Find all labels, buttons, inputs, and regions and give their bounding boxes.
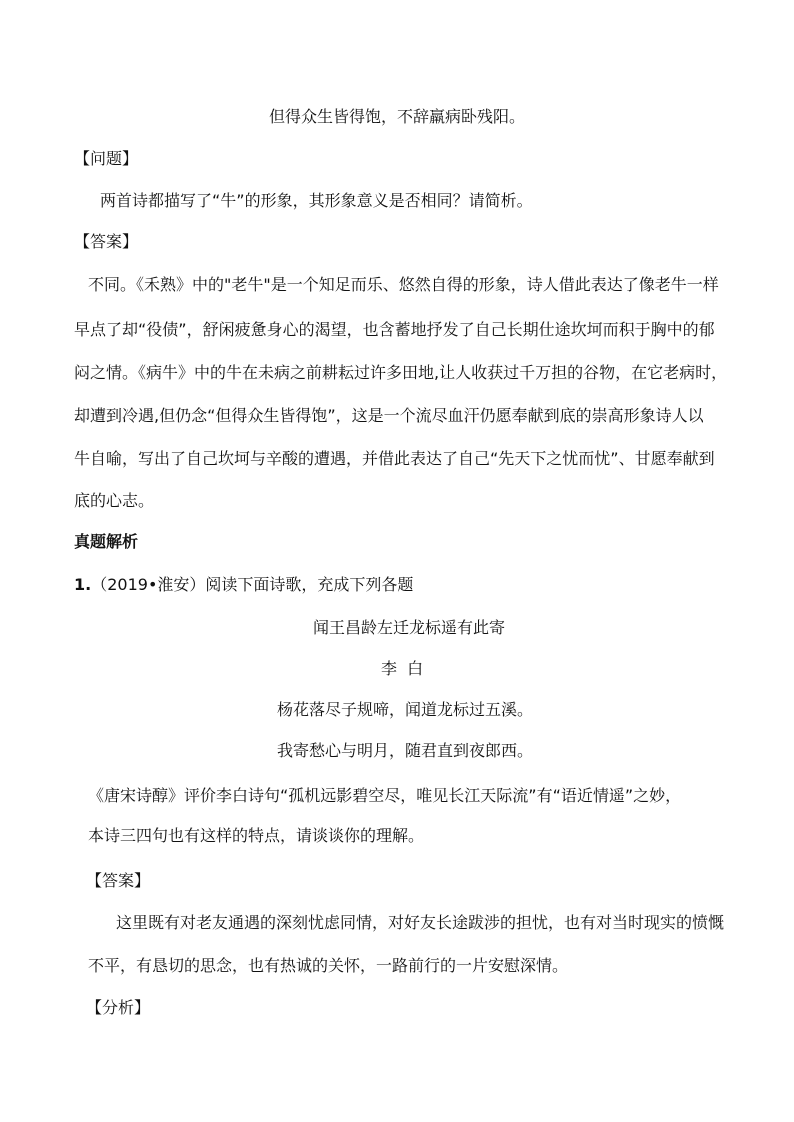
question-label: 【问题】	[74, 149, 139, 168]
question-line: 本诗三四句也有这样的特点，请谈谈你的理解。	[88, 826, 425, 845]
poem-line: 杨花落尽子规啼，闻道龙标过五溪。	[277, 700, 534, 719]
answer-label: 【答案】	[74, 232, 139, 251]
answer-label: 【答案】	[86, 871, 151, 890]
poem-tail-line: 但得众生皆得饱，不辞羸病卧残阳。	[268, 107, 525, 126]
answer-line: 不平，有恳切的思念，也有热诚的关怀，一路前行的一片安慰深情。	[88, 956, 569, 975]
question-text: 两首诗都描写了“牛”的形象，其形象意义是否相同？请简析。	[100, 191, 533, 210]
answer-line: 早点了却“役债”，舒闲疲惫身心的渴望，也含蓄地抒发了自己长期仕途坎坷而积于胸中的郁	[74, 320, 715, 339]
poem-line: 我寄愁心与明月，随君直到夜郎西。	[277, 741, 534, 760]
item-number: 1.	[74, 575, 92, 594]
answer-line: 却遭到冷遇,但仍念“但得众生皆得饱”，这是一个流尽血汗仍愿奉献到底的崇高形象诗人以	[74, 406, 704, 425]
question-line: 《唐宋诗醇》评价李白诗句“孤机远影碧空尽，唯见长江天际流”有“语近情遥”之妙，	[88, 786, 682, 805]
section-title: 真题解析	[74, 532, 139, 551]
analysis-label: 【分析】	[86, 998, 151, 1017]
item-header	[74, 575, 413, 595]
answer-line: 闷之情。《病牛》中的牛在未病之前耕耘过许多田地,让人收获过千万担的谷物，在它老病时，	[74, 363, 728, 382]
answer-line: 不同。《禾熟》中的"老牛"是一个知足而乐、悠然自得的形象，诗人借此表达了像老牛一样	[88, 275, 719, 294]
poem-title: 闻王昌龄左迁龙标遥有此寄	[313, 618, 506, 637]
item-header-text: （2019•淮安）阅读下面诗歌，充成下列各题	[91, 575, 414, 594]
poem-author: 李 白	[381, 659, 424, 678]
answer-line: 牛自喻，写出了自己坎坷与辛酸的遭遇，并借此表达了自己“先天下之忧而忧”、甘愿奉献到	[74, 449, 715, 468]
answer-line: 底的心志。	[74, 491, 155, 510]
answer-line: 这里既有对老友通遇的深刻忧虑同情，对好友长途跋涉的担忧，也有对当时现实的愤慨	[116, 913, 725, 932]
